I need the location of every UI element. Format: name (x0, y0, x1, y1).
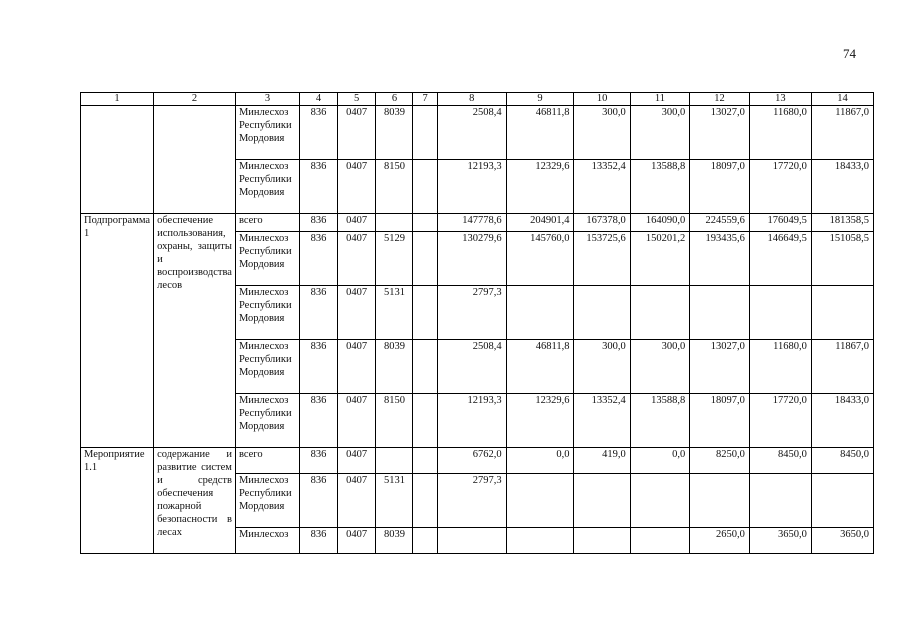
cell-value: 18097,0 (690, 160, 750, 214)
cell-code-5: 0407 (337, 394, 376, 448)
cell-org: Минлесхоз (235, 528, 299, 554)
cell-code-6: 8039 (376, 528, 413, 554)
cell-code-4: 836 (300, 106, 338, 160)
cell-code-6: 5131 (376, 474, 413, 528)
cell-value (506, 286, 574, 340)
cell-value: 13588,8 (630, 160, 690, 214)
cell-code-5: 0407 (337, 474, 376, 528)
cell-code-5: 0407 (337, 448, 376, 474)
cell-value: 13027,0 (690, 106, 750, 160)
cell-value: 181358,5 (811, 214, 873, 232)
cell-code-4: 836 (300, 394, 338, 448)
cell-value: 146649,5 (749, 232, 811, 286)
header-col-4: 4 (300, 93, 338, 106)
cell-value: 12193,3 (437, 394, 506, 448)
cell-value (749, 286, 811, 340)
cell-value (630, 286, 690, 340)
header-col-11: 11 (630, 93, 690, 106)
cell-org: Минлесхоз Республики Мордовия (235, 160, 299, 214)
cell-value: 12329,6 (506, 160, 574, 214)
cell-code-6: 8039 (376, 106, 413, 160)
cell-code-7 (413, 214, 437, 232)
cell-value: 2797,3 (437, 286, 506, 340)
cell-value: 6762,0 (437, 448, 506, 474)
header-col-7: 7 (413, 93, 437, 106)
cell-value (574, 474, 630, 528)
cell-value: 13352,4 (574, 160, 630, 214)
cell-code-4: 836 (300, 160, 338, 214)
cell-value: 11867,0 (811, 340, 873, 394)
cell-value: 8450,0 (811, 448, 873, 474)
cell-value: 17720,0 (749, 394, 811, 448)
cell-value: 130279,6 (437, 232, 506, 286)
cell-value (506, 474, 574, 528)
cell-value: 167378,0 (574, 214, 630, 232)
cell-value (749, 474, 811, 528)
header-col-8: 8 (437, 93, 506, 106)
cell-value: 2508,4 (437, 340, 506, 394)
cell-value: 204901,4 (506, 214, 574, 232)
header-row (81, 93, 874, 106)
cell-code-5: 0407 (337, 160, 376, 214)
cell-code-7 (413, 286, 437, 340)
cell-value: 11867,0 (811, 106, 873, 160)
page-number: 74 (843, 46, 856, 61)
cell-value (811, 286, 873, 340)
cell-measure-label: Мероприятие 1.1 (81, 448, 154, 554)
header-col-12: 12 (690, 93, 750, 106)
header-col-13: 13 (749, 93, 811, 106)
cell-measure-description: содержание и развитие систем и средств обеспечения пожарной безопасности в лесах (154, 448, 236, 554)
cell-value: 46811,8 (506, 340, 574, 394)
cell-value: 193435,6 (690, 232, 750, 286)
cell-code-4: 836 (300, 232, 338, 286)
cell-code-5: 0407 (337, 528, 376, 554)
cell-value (506, 528, 574, 554)
header-col-5: 5 (337, 93, 376, 106)
cell-value: 2797,3 (437, 474, 506, 528)
cell-value: 164090,0 (630, 214, 690, 232)
cell-code-7 (413, 528, 437, 554)
cell-code-6 (376, 214, 413, 232)
cell-value: 153725,6 (574, 232, 630, 286)
budget-table (80, 92, 874, 554)
cell-code-7 (413, 232, 437, 286)
cell-value: 3650,0 (811, 528, 873, 554)
cell-code-7 (413, 160, 437, 214)
cell-value: 300,0 (574, 106, 630, 160)
cell-value: 3650,0 (749, 528, 811, 554)
cell-code-4: 836 (300, 528, 338, 554)
cell-org: всего (235, 448, 299, 474)
cell-code-5: 0407 (337, 232, 376, 286)
cell-value (437, 528, 506, 554)
cell-value (690, 474, 750, 528)
cell-code-6: 5129 (376, 232, 413, 286)
header-col-3: 3 (235, 93, 299, 106)
cell-code-7 (413, 394, 437, 448)
cell-value: 2650,0 (690, 528, 750, 554)
cell-org: всего (235, 214, 299, 232)
header-col-9: 9 (506, 93, 574, 106)
cell-code-5: 0407 (337, 214, 376, 232)
cell-code-6: 5131 (376, 286, 413, 340)
budget-table-sheet (80, 92, 874, 564)
cell-code-5: 0407 (337, 286, 376, 340)
header-col-6: 6 (376, 93, 413, 106)
header-col-1: 1 (81, 93, 154, 106)
cell-code-6: 8150 (376, 394, 413, 448)
cell-description-empty (154, 106, 236, 214)
cell-value: 145760,0 (506, 232, 574, 286)
cell-program-label: Подпрограмма 1 (81, 214, 154, 448)
header-col-10: 10 (574, 93, 630, 106)
cell-value: 300,0 (630, 340, 690, 394)
cell-program-empty (81, 106, 154, 214)
cell-code-4: 836 (300, 448, 338, 474)
cell-org: Минлесхоз Республики Мордовия (235, 106, 299, 160)
cell-code-6: 8150 (376, 160, 413, 214)
cell-value: 8250,0 (690, 448, 750, 474)
cell-code-7 (413, 474, 437, 528)
cell-value: 300,0 (630, 106, 690, 160)
cell-value: 2508,4 (437, 106, 506, 160)
cell-value: 224559,6 (690, 214, 750, 232)
cell-org: Минлесхоз Республики Мордовия (235, 286, 299, 340)
cell-value (574, 286, 630, 340)
table-row (81, 106, 874, 160)
cell-value (574, 528, 630, 554)
cell-value: 46811,8 (506, 106, 574, 160)
cell-code-7 (413, 448, 437, 474)
cell-value: 150201,2 (630, 232, 690, 286)
cell-code-4: 836 (300, 340, 338, 394)
cell-code-4: 836 (300, 474, 338, 528)
cell-value: 300,0 (574, 340, 630, 394)
cell-value: 12329,6 (506, 394, 574, 448)
table-row (81, 448, 874, 474)
cell-value: 11680,0 (749, 340, 811, 394)
cell-code-4: 836 (300, 214, 338, 232)
cell-value: 18433,0 (811, 160, 873, 214)
cell-value: 13027,0 (690, 340, 750, 394)
cell-value: 419,0 (574, 448, 630, 474)
cell-value: 176049,5 (749, 214, 811, 232)
cell-code-5: 0407 (337, 106, 376, 160)
cell-value: 8450,0 (749, 448, 811, 474)
cell-program-description: обеспечение использования, охраны, защиты и воспроизводства лесов (154, 214, 236, 448)
cell-value: 151058,5 (811, 232, 873, 286)
cell-value (811, 474, 873, 528)
cell-code-7 (413, 340, 437, 394)
header-col-2: 2 (154, 93, 236, 106)
cell-org: Минлесхоз Республики Мордовия (235, 394, 299, 448)
cell-value: 147778,6 (437, 214, 506, 232)
header-col-14: 14 (811, 93, 873, 106)
cell-value (630, 528, 690, 554)
cell-value: 11680,0 (749, 106, 811, 160)
cell-org: Минлесхоз Республики Мордовия (235, 340, 299, 394)
cell-value: 13352,4 (574, 394, 630, 448)
cell-value: 13588,8 (630, 394, 690, 448)
cell-value: 17720,0 (749, 160, 811, 214)
table-row (81, 214, 874, 232)
cell-code-5: 0407 (337, 340, 376, 394)
cell-code-6: 8039 (376, 340, 413, 394)
cell-value: 18097,0 (690, 394, 750, 448)
cell-value (690, 286, 750, 340)
cell-code-7 (413, 106, 437, 160)
cell-value: 18433,0 (811, 394, 873, 448)
cell-value: 12193,3 (437, 160, 506, 214)
cell-value: 0,0 (630, 448, 690, 474)
cell-code-4: 836 (300, 286, 338, 340)
cell-org: Минлесхоз Республики Мордовия (235, 474, 299, 528)
cell-code-6 (376, 448, 413, 474)
cell-value: 0,0 (506, 448, 574, 474)
cell-value (630, 474, 690, 528)
cell-org: Минлесхоз Республики Мордовия (235, 232, 299, 286)
